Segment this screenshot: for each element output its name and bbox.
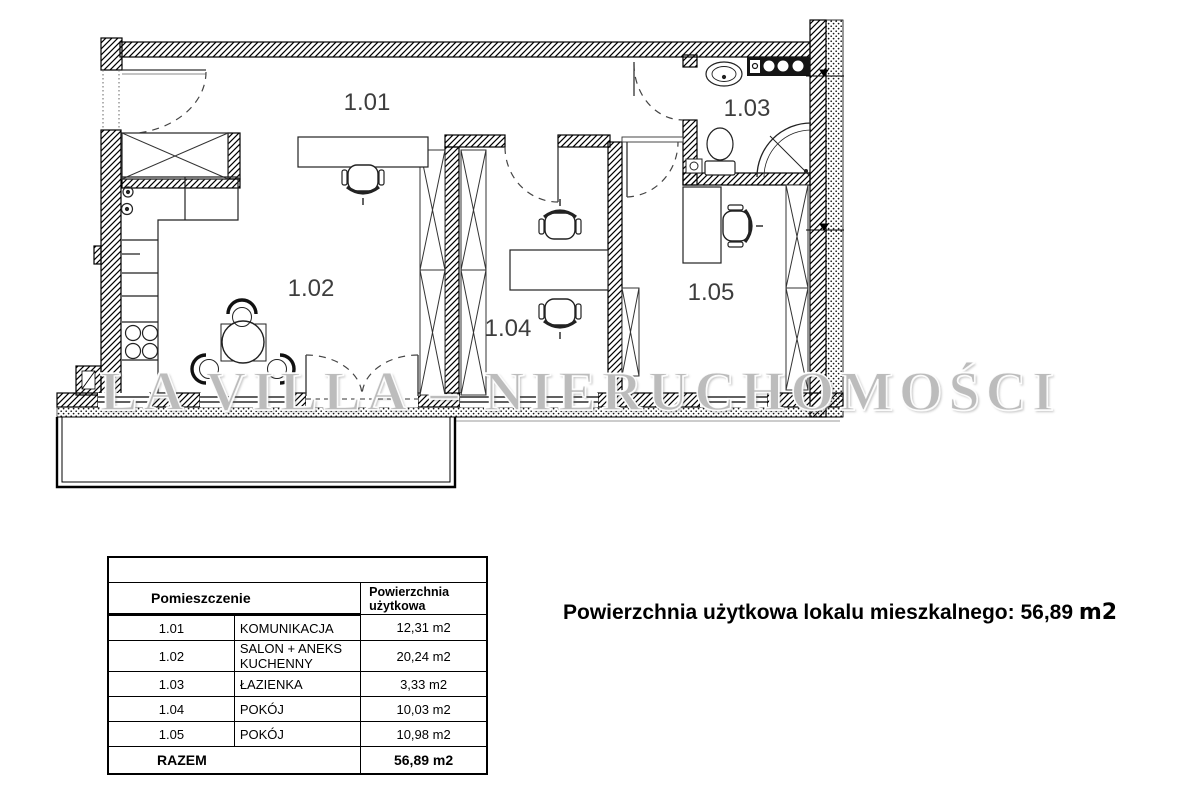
row-name: POKÓJ [234,722,360,747]
row-no: 1.01 [108,615,234,641]
wardrobe-room-105-left [622,288,639,376]
dining-set [192,300,294,383]
row-no: 1.02 [108,641,234,672]
table-row [108,722,487,747]
room-label-105: 1.05 [687,279,735,306]
bathroom-door [634,62,683,120]
area-table [107,556,488,775]
table-row [108,641,487,672]
sink-taps [122,187,134,215]
summary-text [563,600,1117,625]
wardrobe-room-104 [461,150,486,395]
table-empty-row [108,557,487,583]
entrance-door [103,70,206,134]
row-area: 3,33 m2 [361,672,487,697]
row-no: 1.03 [108,672,234,697]
row-name: POKÓJ [234,697,360,722]
window-room-105 [700,393,767,407]
toilet [705,128,735,175]
balcony-door [306,355,418,407]
summary-unit: m2 [1078,600,1118,625]
room-label-101: 1.01 [343,89,391,116]
total-label: RAZEM [108,747,361,775]
wardrobe-livingroom [420,150,445,395]
shower [757,123,811,177]
row-area: 20,24 m2 [361,641,487,672]
watermark: LA VILLA – NIERUCHOMOŚCI [100,361,1060,423]
stove-burners [126,326,158,359]
table-row [108,615,487,641]
washer-shelf [747,57,810,76]
table-header-row [108,583,487,615]
right-wall-insulation [826,20,843,417]
table-total-row [108,747,487,775]
row-name: ŁAZIENKA [234,672,360,697]
room-104-door [505,147,558,202]
table-row [108,697,487,722]
room-105-door [622,137,683,197]
room-label-103: 1.03 [723,95,771,122]
row-name: SALON + ANEKS KUCHENNY [234,641,360,672]
room-label-102: 1.02 [287,275,335,302]
row-area: 10,98 m2 [361,722,487,747]
room-label-104: 1.04 [484,315,532,342]
row-area: 10,03 m2 [361,697,487,722]
insulation-band-bottom [57,407,843,417]
row-no: 1.04 [108,697,234,722]
total-area: 56,89 m2 [361,747,487,775]
window-kitchen [98,393,150,407]
table-row [108,672,487,697]
row-no: 1.05 [108,722,234,747]
summary-label: Powierzchnia użytkowa lokalu mieszkalnego: [563,601,1015,624]
header-area: Powierzchnia użytkowa [361,583,487,615]
drain-box [686,159,702,173]
summary-value: 56,89 [1020,601,1074,624]
row-area: 12,31 m2 [361,615,487,641]
balcony [57,417,455,487]
desk-hall [298,137,428,205]
desk-room-105 [683,187,763,263]
sink [706,62,742,86]
corner-detail [82,371,95,389]
dining-table [222,321,264,363]
doors [103,62,683,407]
wardrobe-room-105-right [786,185,808,390]
header-room: Pomieszczenie [108,583,361,615]
row-name: KOMUNIKACJA [234,615,360,641]
window-livingroom [200,393,288,407]
wardrobe-entrance [122,133,228,179]
